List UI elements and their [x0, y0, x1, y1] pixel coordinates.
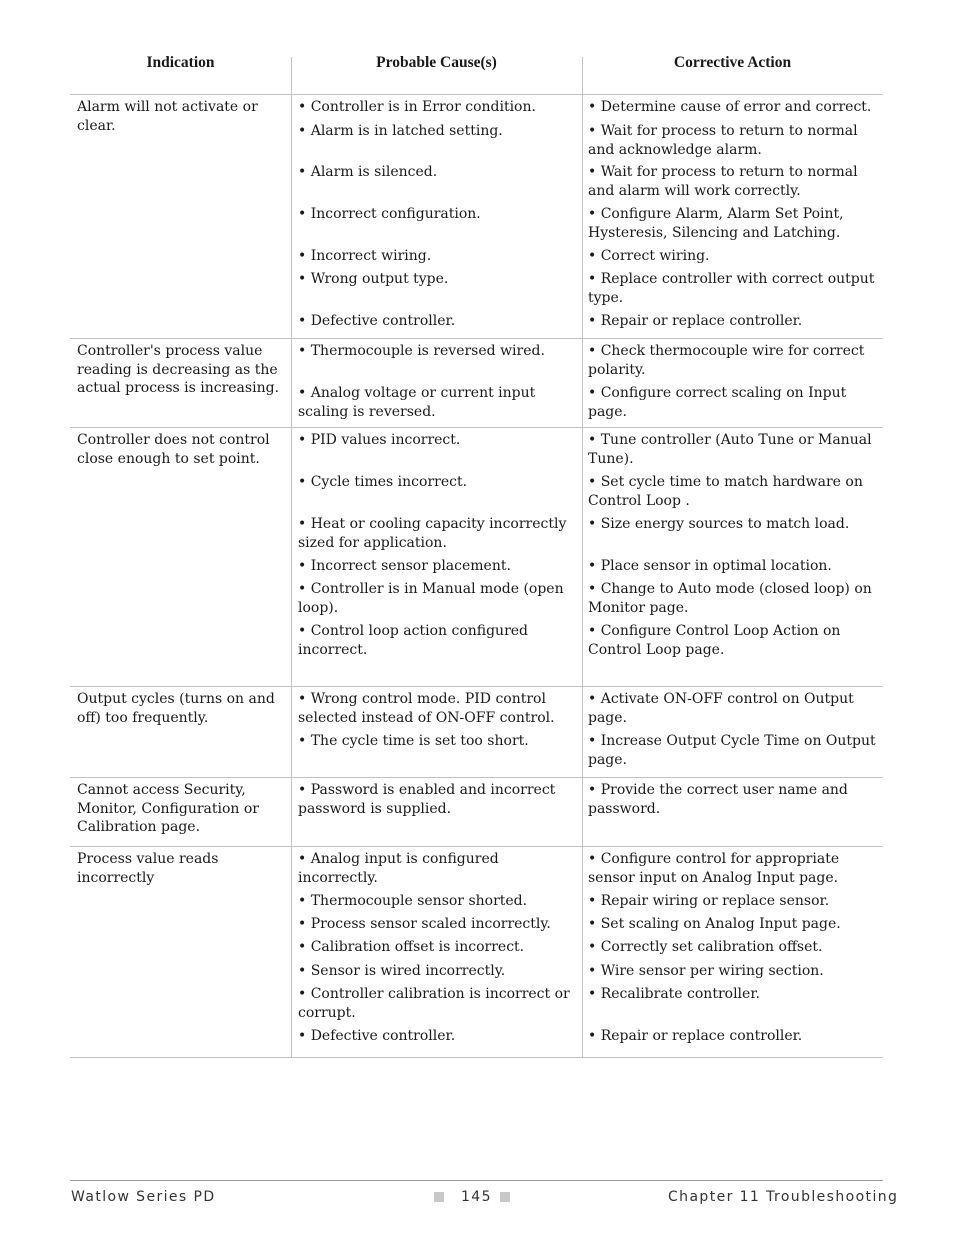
- action-item: • Correct wiring.: [588, 248, 710, 264]
- cause-item: • Controller is in Error condition.: [298, 99, 536, 115]
- cause-item: • The cycle time is set too short.: [298, 733, 529, 749]
- row-divider: [70, 427, 883, 428]
- cause-item: • Thermocouple sensor shorted.: [298, 893, 528, 909]
- indication-text: Alarm will not activate or clear.: [77, 99, 258, 134]
- action-item: • Change to Auto mode (closed loop) on Monitor page.: [588, 581, 872, 616]
- indication-cell: [77, 690, 285, 727]
- header-probable-causes: Probable Cause(s): [376, 54, 497, 71]
- row-divider: [70, 846, 883, 847]
- cause-item: • Sensor is wired incorrectly.: [298, 963, 506, 979]
- cause-item: • Controller calibration is incorrect or corrupt.: [298, 986, 570, 1021]
- row-divider: [70, 338, 883, 339]
- action-item: • Provide the correct user name and password.: [588, 782, 848, 817]
- row-divider: [70, 686, 883, 687]
- action-item: • Set cycle time to match hardware on Control Loop .: [588, 474, 863, 509]
- cause-item: • Calibration offset is incorrect.: [298, 939, 525, 955]
- footer-rule: [70, 1180, 883, 1181]
- cause-item: • Alarm is in latched setting.: [298, 123, 503, 139]
- cause-item: • Defective controller.: [298, 1028, 456, 1044]
- square-bullet-icon: [500, 1192, 510, 1202]
- cause-item: • Alarm is silenced.: [298, 164, 438, 180]
- page-number: 145: [461, 1189, 492, 1205]
- indication-cell: [77, 781, 285, 837]
- header-indication: Indication: [146, 54, 215, 71]
- action-item: • Set scaling on Analog Input page.: [588, 916, 841, 932]
- action-item: • Repair wiring or replace sensor.: [588, 893, 830, 909]
- action-item: • Recalibrate controller.: [588, 986, 760, 1002]
- action-item: • Configure Control Loop Action on Control Loop page.: [588, 623, 841, 658]
- action-item: • Configure correct scaling on Input page.: [588, 385, 847, 420]
- indication-text: Process value reads incorrectly: [77, 851, 219, 886]
- cause-item: • Password is enabled and incorrect password is supplied.: [298, 782, 556, 817]
- column-divider: [582, 57, 583, 1057]
- cause-item: • Analog input is configured incorrectly.: [298, 851, 499, 886]
- table-bottom-rule: [70, 1057, 883, 1058]
- cause-item: • Incorrect configuration.: [298, 206, 481, 222]
- action-item: • Wire sensor per wiring section.: [588, 963, 824, 979]
- action-item: • Wait for process to return to normal and alarm will work correctly.: [588, 164, 858, 199]
- cause-item: • Heat or cooling capacity incorrectly sized for application.: [298, 516, 567, 551]
- indication-text: Controller's process value reading is decreasing as the actual process is increasing.: [77, 343, 279, 396]
- action-item: • Repair or replace controller.: [588, 313, 803, 329]
- cause-item: • Control loop action configured incorrect.: [298, 623, 529, 658]
- indication-text: Output cycles (turns on and off) too frequently.: [77, 691, 275, 726]
- header-corrective-action: Corrective Action: [673, 54, 792, 71]
- indication-cell: [77, 431, 285, 468]
- cause-item: • Thermocouple is reversed wired.: [298, 343, 545, 359]
- cause-item: • Incorrect sensor placement.: [298, 558, 511, 574]
- indication-cell: [77, 98, 285, 135]
- footer-product-name: Watlow Series PD: [71, 1189, 216, 1205]
- indication-cell: [77, 850, 285, 887]
- cause-item: • Controller is in Manual mode (open loop).: [298, 581, 564, 616]
- action-item: • Increase Output Cycle Time on Output page.: [588, 733, 876, 768]
- action-item: • Correctly set calibration offset.: [588, 939, 823, 955]
- action-item: • Determine cause of error and correct.: [588, 99, 872, 115]
- action-item: • Configure control for appropriate sensor input on Analog Input page.: [588, 851, 840, 886]
- cause-item: • Process sensor scaled incorrectly.: [298, 916, 551, 932]
- action-item: • Tune controller (Auto Tune or Manual Tune).: [588, 432, 872, 467]
- cause-item: • Cycle times incorrect.: [298, 474, 468, 490]
- footer-chapter-title: Chapter 11 Troubleshooting: [668, 1189, 899, 1205]
- indication-text: Controller does not control close enough to set point.: [77, 432, 270, 467]
- cause-item: • Analog voltage or current input scaling is reversed.: [298, 385, 536, 420]
- action-item: • Repair or replace controller.: [588, 1028, 803, 1044]
- column-divider: [291, 57, 292, 1057]
- action-item: • Activate ON-OFF control on Output page.: [588, 691, 854, 726]
- action-item: • Size energy sources to match load.: [588, 516, 850, 532]
- cause-item: • Defective controller.: [298, 313, 456, 329]
- indication-text: Cannot access Security, Monitor, Configuration or Calibration page.: [77, 782, 259, 835]
- action-item: • Wait for process to return to normal and acknowledge alarm.: [588, 123, 858, 158]
- action-item: • Check thermocouple wire for correct polarity.: [588, 343, 865, 378]
- action-item: • Place sensor in optimal location.: [588, 558, 832, 574]
- square-bullet-icon: [434, 1192, 444, 1202]
- row-divider: [70, 777, 883, 778]
- action-item: • Replace controller with correct output type.: [588, 271, 875, 306]
- cause-item: • Incorrect wiring.: [298, 248, 432, 264]
- indication-cell: [77, 342, 285, 398]
- cause-item: • Wrong output type.: [298, 271, 449, 287]
- cause-item: • PID values incorrect.: [298, 432, 461, 448]
- action-item: • Configure Alarm, Alarm Set Point, Hysteresis, Silencing and Latching.: [588, 206, 844, 241]
- header-rule: [70, 94, 883, 95]
- cause-item: • Wrong control mode. PID control selected instead of ON-OFF control.: [298, 691, 555, 726]
